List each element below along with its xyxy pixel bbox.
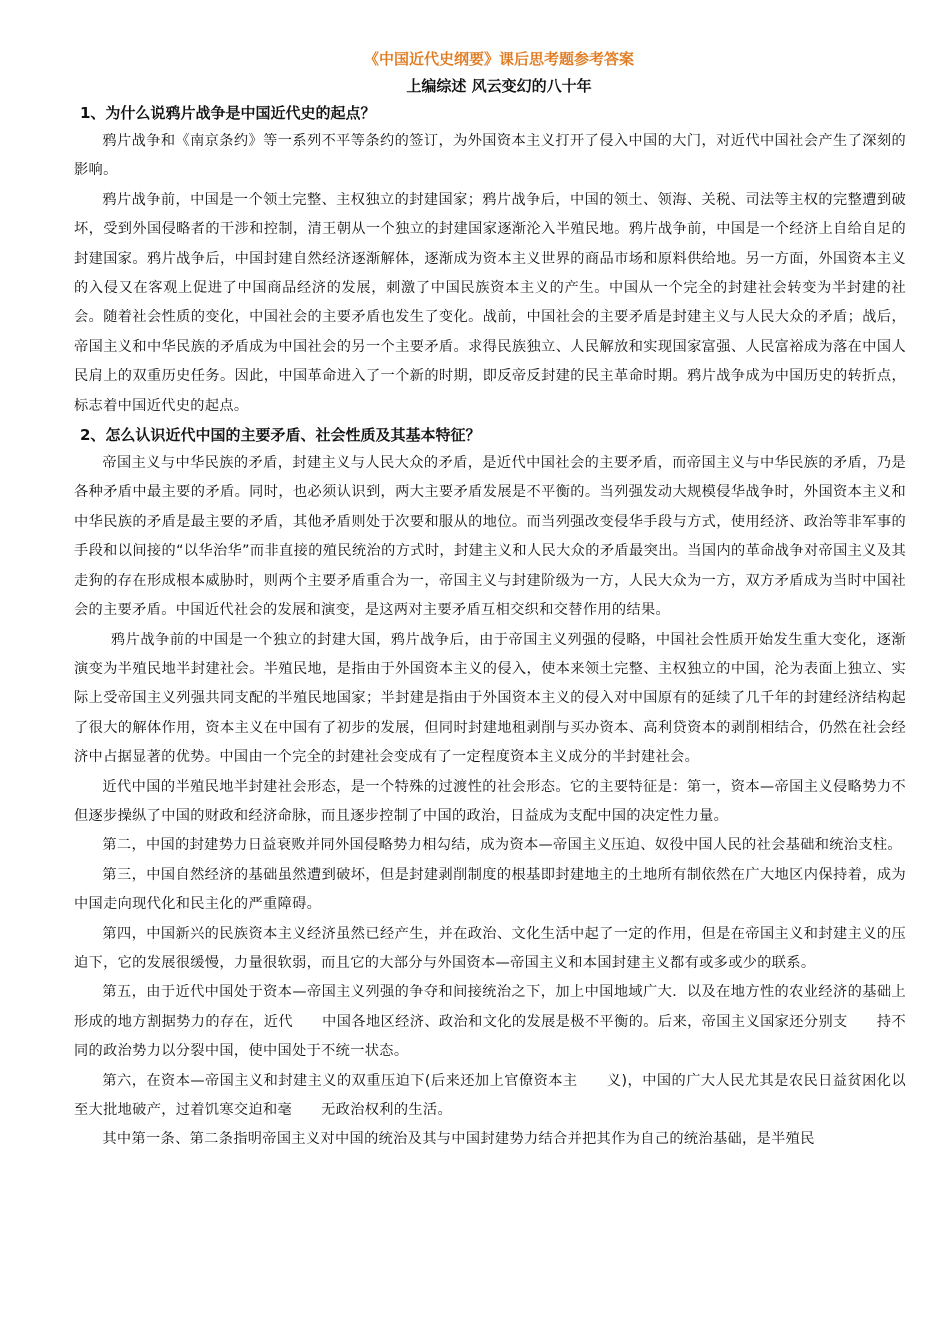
paragraph: 其中第一条、第二条指明帝国主义对中国的统治及其与中国封建势力结合并把其作为自己的统治基础，是半殖民 xyxy=(102,1131,815,1148)
paragraph: 鸦片战争前，中国是一个领土完整、主权独立的封建国家；鸦片战争后，中国的领土、领海、关税、司法等主权的完整遭到破坏，受到外国侵略者的干涉和控制，清王朝从一个独立的封建国家逐渐沦入半殖民地。鸦片战争前，中国是一个经济上自给自足的封建国家。鸦片战争后，中国封建自然经济逐渐解体，逐渐成为资本主义世界的商品市场和原料供给地。另一方面，外国资本主义的入侵又在客观上促进了中国商品经济的发展，刺激了中国民族资本主义的产生。中国从一个完全的封建社会转变为半封建的社会。随着社会性质的变化，中国社会的主要矛盾也发生了变化。战前，中国社会的主要矛盾是封建主义与人民大众的矛盾；战后，帝国主义和中华民族的矛盾成为中国社会的另一个主要矛盾。求得民族独立、人民解放和实现国家富强、人民富裕成为落在中国人民肩上的双重历史任务。因此，中国革命进入了一个新的时期，即反帝反封建的民主革命时期。鸦片战争成为中国历史的转折点，标志着中国近代史的起点。 xyxy=(74,191,906,414)
paragraph: 鸦片战争前的中国是一个独立的封建大国，鸦片战争后，由于帝国主义列强的侵略，中国社会性质开始发生重大变化，逐渐演变为半殖民地半封建社会。半殖民地，是指由于外国资本主义的侵入，使本来领土完整、主权独立的中国，沦为表面上独立、实际上受帝国主义列强共同支配的半殖民地国家；半封建是指由于外国资本主义的侵入对中国原有的延续了几千年的封建经济结构起了很大的解体作用，资本主义在中国有了初步的发展，但同时封建地租剥削与买办资本、高利贷资本的剥削相结合，仍然在社会经济中占据显著的优势。中国由一个完全的封建社会变成有了一定程度资本主义成分的半封建社会。 xyxy=(74,631,906,766)
question-heading: 1、为什么说鸦片战争是中国近代史的起点？ xyxy=(80,104,376,122)
section-1 xyxy=(74,100,906,421)
document-subtitle: 上编综述 风云变幻的八十年 xyxy=(406,77,592,95)
paragraph: 第四，中国新兴的民族资本主义经济虽然已经产生，并在政治、文化生活中起了一定的作用，但是在帝国主义和封建主义的压迫下，它的发展很缓慢，力量很软弱，而且它的大部分与外国资本—帝国主义和本国封建主义都有或多或少的联系。 xyxy=(74,925,906,971)
section-2 xyxy=(74,422,906,1155)
paragraph: 第五，由于近代中国处于资本—帝国主义列强的争夺和间接统治之下，加上中国地域广大．以及在地方性的农业经济的基础上形成的地方割据势力的存在，近代 中国各地区经济、政治和文化的发展是极不平衡的。后来，帝国主义国家还分别支 持不同的政治势力以分裂中国，使中国处于不统一状态。 xyxy=(74,984,906,1060)
paragraph: 帝国主义与中华民族的矛盾，封建主义与人民大众的矛盾，是近代中国社会的主要矛盾，而帝国主义与中华民族的矛盾，乃是各种矛盾中最主要的矛盾。同时，也必须认识到，两大主要矛盾发展是不平衡的。当列强发动大规模侵华战争时，外国资本主义和中华民族的矛盾是最主要的矛盾，其他矛盾则处于次要和服从的地位。而当列强改变侵华手段与方式，使用经济、政治等非军事的手段和以间接的“以华治华”而非直接的殖民统治的方式时，封建主义和人民大众的矛盾最突出。当国内的革命战争对帝国主义及其走狗的存在形成根本威胁时，则两个主要矛盾重合为一，帝国主义与封建阶级为一方，人民大众为一方，双方矛盾成为当时中国社会的主要矛盾。中国近代社会的发展和演变，是这两对主要矛盾互相交织和交替作用的结果。 xyxy=(74,455,906,619)
document-page xyxy=(74,46,906,1155)
paragraph: 鸦片战争和《南京条约》等一系列不平等条约的签订，为外国资本主义打开了侵入中国的大门，对近代中国社会产生了深刻的影响。 xyxy=(74,133,906,179)
document-title: 《中国近代史纲要》课后思考题参考答案 xyxy=(363,50,634,68)
paragraph: 第二，中国的封建势力日益衰败并同外国侵略势力相勾结，成为资本—帝国主义压迫、奴役中国人民的社会基础和统治支柱。 xyxy=(102,837,902,854)
paragraph: 第六，在资本—帝国主义和封建主义的双重压迫下(后来还加上官僚资本主 义)，中国的广大人民尤其是农民日益贫困化以至大批地破产，过着饥寒交迫和毫 无政治权利的生活。 xyxy=(74,1072,906,1118)
question-heading: 2、怎么认识近代中国的主要矛盾、社会性质及其基本特征？ xyxy=(80,426,481,445)
paragraph: 第三，中国自然经济的基础虽然遭到破坏，但是封建剥削制度的根基即封建地主的土地所有制依然在广大地区内保持着，成为中国走向现代化和民主化的严重障碍。 xyxy=(74,866,906,913)
paragraph: 近代中国的半殖民地半封建社会形态，是一个特殊的过渡性的社会形态。它的主要特征是：第一，资本—帝国主义侵略势力不但逐步操纵了中国的财政和经济命脉，而且逐步控制了中国的政治，日益成为支配中国的决定性力量。 xyxy=(74,778,906,824)
